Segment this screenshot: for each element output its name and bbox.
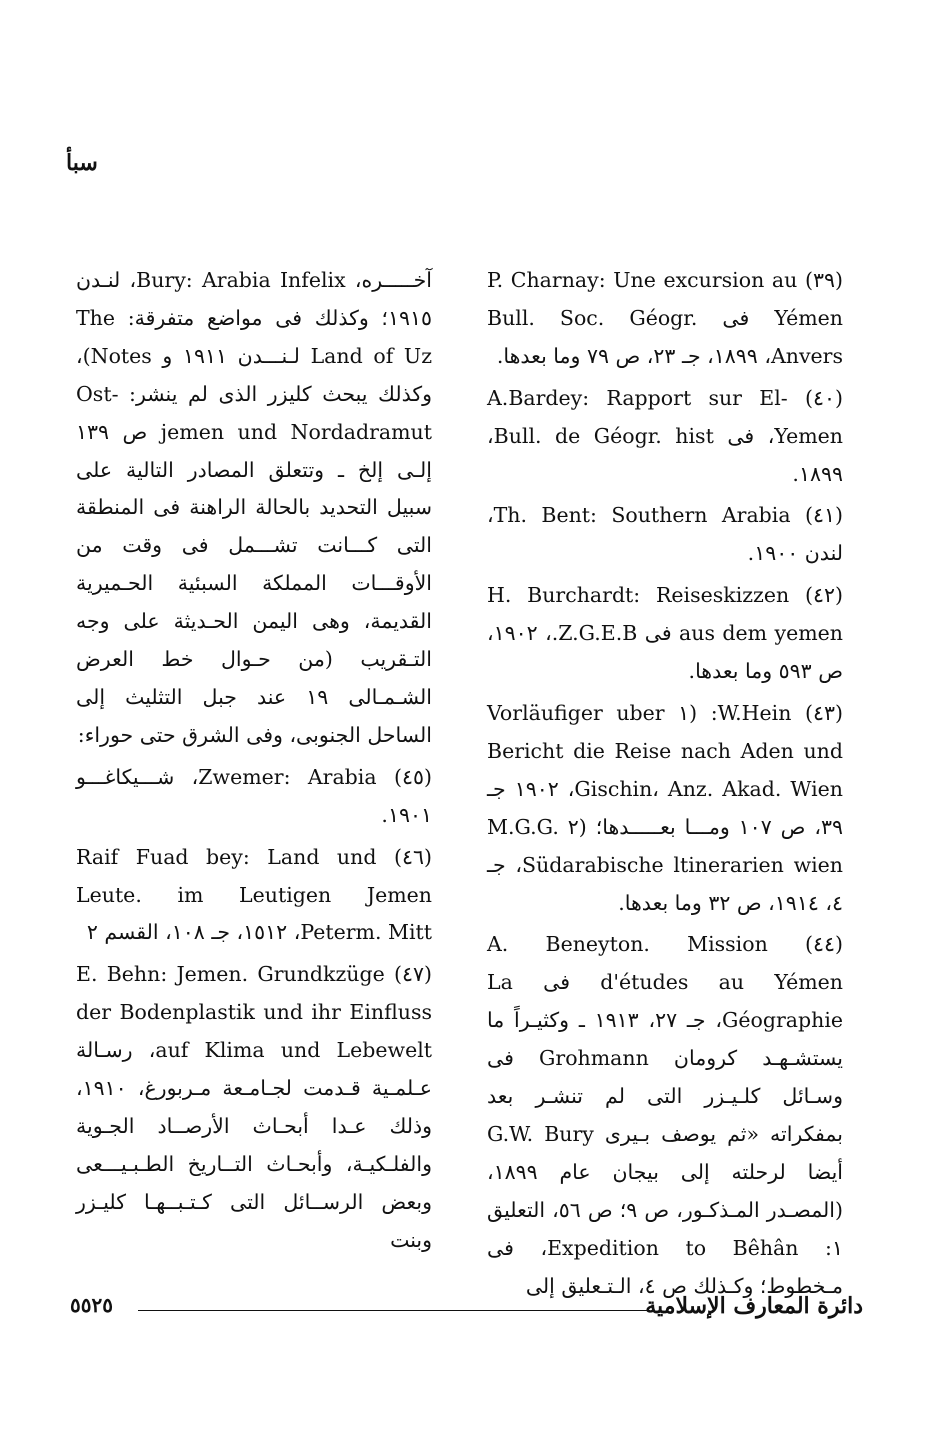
right-column (487, 262, 843, 1309)
reference-entry: (٤٠) A.Bardey: Rapport sur El-Yemen، فى Bull. de Géogr. hist، ١٨٩٩. (487, 385, 844, 486)
reference-entry: آخـــــره، Bury: Arabia Infelix، لنـدن ١٩١٥؛ وكذلك فى مواضع متفرقة: The Land of Uz لـنـــدن ١٩١١ و Notes)، وكذلك يبحث كليزر الذى لم ينشر: Ost-jemen und Nordadramut ص ١٣٩ إلـى إلخ ـ وتتعلق المصادر التالية على سبيل التحديد بالحالة الراهنة فى المنطقة التى كـــانت تشـــمل فى وقت من الأوقـــات المملكة السبئية الحـميرية القديمة، وهى اليمن الحـديثة على وجه التـقريب (من حـوال خط العرض الشـمـالى ١٩ عند جبل التثليث إلى الساحل الجنوبى، وفى الشرق حتى حوراء: (76, 268, 432, 747)
reference-entry: (٤٢) H. Burchardt: Reiseskizzen aus dem yemen فى Z.G.E.B.، ١٩٠٢، ص ٥٩٣ وما بعدها. (487, 583, 843, 684)
reference-entry: (٤٦) Raif Fuad bey: Land und Leute. im Leutigen Jemen Peterm. Mitt، ١٥١٢، جـ ١٠٨، القسم ٢ (76, 844, 432, 945)
reference-entry: (٤٤) A. Beneyton. Mission d'études au Yémen فى La Géographie، جـ ٢٧، ١٩١٣ ـ وكثيـراً ما يستشـهـد كرومان Grohmann فى وسـائل كلـيـزر التى لم تنشـر بعد بمفكراته «ثم يوصف بـيرى G.W. Bury أيضا لرحلته إلى بيجان عام ١٨٩٩، (المصـدر المـذكـور، ص ٩؛ ص ٥٦، التعليق ١: Expedition to Bêhân، فى مـخطوط؛ وكـذلك ص ٤، الـتـعليق إلى (487, 932, 844, 1298)
left-column (76, 262, 432, 1264)
reference-entry: (٣٩) P. Charnay: Une excursion au Yémen فى Bull. Soc. Géogr. Anvers، ١٨٩٩، جـ ٢٣، ص ٧٩ وما بعدها. (487, 268, 844, 368)
page-number: ٥٥٢٥ (70, 1293, 113, 1317)
running-title: سبأ (66, 150, 98, 176)
footer-title: دائرة المعارف الإسلامية (645, 1293, 863, 1319)
reference-entry: (٤٧) E. Behn: Jemen. Grundkzüge der Bodenplastik und ihr Einfluss auf Klima und Lebewelt، رسـالة عـلمـية قـدمت لجـامـعة مـربورغ، ١٩١٠، وذلك عـدا أبحـاث الأرصــاد الجـوية والفلـكيـة، وأبحـاث التــاريخ الطـبـيـــعى وبعض الرســائل التى كـتـبــهـا كليـزر وبنت (76, 962, 432, 1252)
reference-entry: (٤٣) W.Hein: (١ Vorläufiger uber Bericht die Reise nach Aden und Gischin، Anz. Akad. Wien، ١٩٠٢ جـ ٣٩، ص ١٠٧ ومـــا بعـــــدها؛ (٢ M.G.G. Südarabische ltinerarien wien، جـ ٤، ١٩١٤، ص ٣٢ وما بعدها. (487, 700, 844, 915)
reference-entry: (٤٥) Zwemer: Arabia، شـــيكاغـــو ١٩٠١. (76, 764, 432, 827)
footer-divider (138, 1310, 650, 1311)
reference-entry: (٤١) Th. Bent: Southern Arabia، لندن ١٩٠٠. (487, 503, 843, 566)
